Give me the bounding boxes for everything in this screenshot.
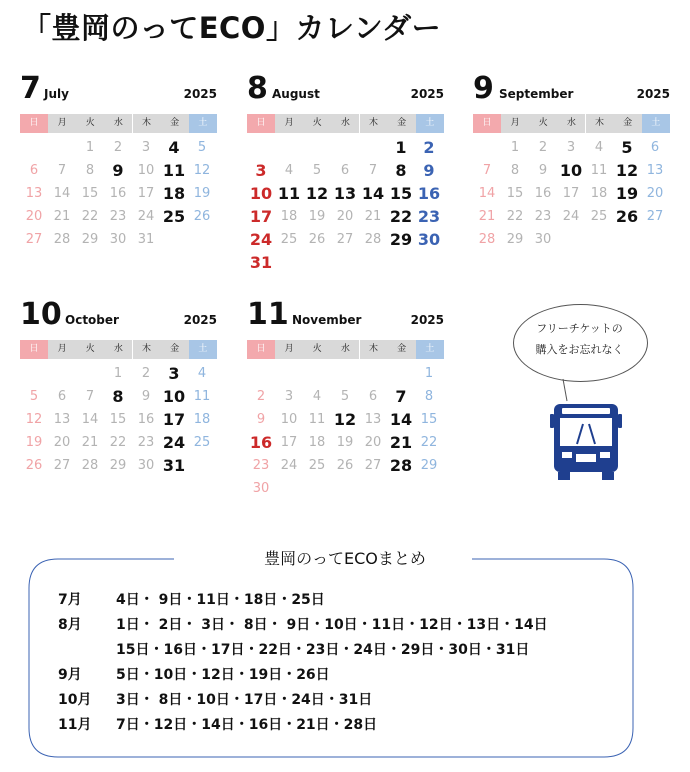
eco-day: 24 [249,230,273,249]
eco-day: 8 [395,161,407,180]
calendar-day: 24 [280,458,298,473]
weekday-label: 金 [161,114,189,133]
calendar-day: 29 [506,232,524,247]
calendar-day: 22 [420,435,438,450]
summary-row [58,613,548,638]
month-number: 11 [247,297,289,332]
calendar-day: 9 [141,389,151,404]
month-name: October [65,313,119,327]
calendar-day: 22 [109,435,127,450]
calendar-day: 17 [137,186,155,201]
calendar-day: 25 [590,209,608,224]
calendar-day: 26 [308,232,326,247]
summary-row [58,713,548,738]
eco-day: 13 [333,184,357,203]
calendar-day: 25 [193,435,211,450]
summary-month: 10月 [58,692,92,708]
summary-dates: 4日・ 9日・11日・18日・25日 [116,592,325,608]
weekday-label: 火 [303,340,331,359]
calendar-day: 10 [280,412,298,427]
calendar-day: 24 [562,209,580,224]
calendar-day: 20 [646,186,664,201]
weekday-label: 水 [331,114,359,133]
eco-day: 12 [333,410,357,429]
calendar-day: 10 [137,163,155,178]
calendar-day: 28 [478,232,496,247]
weekday-label: 火 [529,114,557,133]
calendar-day: 29 [109,458,127,473]
month-number: 9 [473,71,494,106]
weekday-label: 木 [360,114,388,133]
eco-day: 21 [389,433,413,452]
calendar-day: 7 [368,163,378,178]
calendar-day: 27 [53,458,71,473]
eco-day: 15 [389,184,413,203]
calendar-day: 9 [538,163,548,178]
summary-row [58,688,548,713]
summary-month [58,638,116,663]
calendar-day: 27 [25,232,43,247]
calendar-day: 21 [53,209,71,224]
calendar-day: 8 [85,163,95,178]
weekday-label: 木 [586,114,614,133]
summary-month: 7月 [58,592,82,608]
calendar-day: 11 [590,163,608,178]
weekday-label: 水 [331,340,359,359]
calendar-day: 9 [256,412,266,427]
calendar-day: 17 [280,435,298,450]
bubble-line-1: フリーチケットの [536,322,623,335]
weekday-label: 土 [416,114,444,133]
bubble-text [513,318,646,360]
calendar-day: 3 [141,140,151,155]
weekday-label: 金 [388,340,416,359]
calendar-day: 21 [364,209,382,224]
calendar-day: 28 [364,232,382,247]
calendar-day: 18 [590,186,608,201]
calendar-day: 27 [646,209,664,224]
summary-row [58,638,548,663]
eco-day: 11 [162,161,186,180]
summary-month: 8月 [58,617,82,633]
calendar-day: 17 [562,186,580,201]
eco-day: 3 [168,364,180,383]
weekday-label: 木 [133,340,161,359]
calendar-day: 19 [308,209,326,224]
weekday-label: 土 [416,340,444,359]
weekday-label: 水 [557,114,585,133]
weekday-label: 木 [133,114,161,133]
calendar-day: 30 [109,232,127,247]
calendar-day: 19 [193,186,211,201]
eco-day: 12 [615,161,639,180]
summary-month: 11月 [58,717,92,733]
month-name: July [44,87,69,101]
calendar-day: 22 [506,209,524,224]
calendar-day: 13 [25,186,43,201]
weekday-label: 土 [189,114,217,133]
calendar-day: 26 [336,458,354,473]
calendar-day: 5 [197,140,207,155]
calendar-day: 5 [312,163,322,178]
calendar-day: 19 [336,435,354,450]
calendar-day: 4 [312,389,322,404]
weekday-label: 日 [247,114,275,133]
eco-day: 5 [621,138,633,157]
calendar-day: 16 [109,186,127,201]
eco-day: 7 [395,387,407,406]
weekday-label: 水 [104,114,132,133]
eco-day: 14 [361,184,385,203]
year: 2025 [410,313,444,327]
eco-day: 26 [615,207,639,226]
calendar-day: 30 [137,458,155,473]
weekday-label: 月 [275,340,303,359]
calendar-day: 18 [308,435,326,450]
eco-day: 9 [423,161,435,180]
calendar-day: 4 [197,366,207,381]
summary-dates: 5日・10日・12日・19日・26日 [116,667,330,683]
calendar-day: 29 [81,232,99,247]
weekday-label: 日 [20,340,48,359]
calendar-day: 23 [137,435,155,450]
eco-day: 3 [255,161,267,180]
calendar-day: 2 [538,140,548,155]
calendar-day: 29 [420,458,438,473]
calendar-day: 3 [566,140,576,155]
weekday-label: 土 [189,340,217,359]
calendar-day: 2 [256,389,266,404]
calendar-day: 6 [368,389,378,404]
calendar-day: 31 [137,232,155,247]
calendar-day: 7 [85,389,95,404]
calendar-day: 21 [81,435,99,450]
weekday-label: 月 [48,114,76,133]
calendar-day: 14 [81,412,99,427]
year: 2025 [183,87,217,101]
calendar-day: 13 [364,412,382,427]
calendar-day: 15 [506,186,524,201]
calendar-day: 6 [57,389,67,404]
eco-day: 28 [389,456,413,475]
calendar-day: 6 [340,163,350,178]
calendar-day: 11 [193,389,211,404]
eco-day: 31 [162,456,186,475]
eco-day: 16 [417,184,441,203]
weekday-label: 金 [161,340,189,359]
weekday-label: 月 [48,340,76,359]
calendar-day: 12 [25,412,43,427]
calendar-day: 20 [364,435,382,450]
summary-month: 9月 [58,667,82,683]
calendar-day: 15 [420,412,438,427]
eco-day: 17 [162,410,186,429]
calendar-day: 4 [284,163,294,178]
calendar-day: 2 [141,366,151,381]
calendar-day: 18 [193,412,211,427]
calendar-day: 20 [25,209,43,224]
calendar-day: 23 [534,209,552,224]
calendar-day: 27 [336,232,354,247]
eco-day: 19 [615,184,639,203]
weekday-label: 日 [20,114,48,133]
calendar-day: 11 [308,412,326,427]
summary-row [58,663,548,688]
calendar-day: 30 [534,232,552,247]
calendar-day: 22 [81,209,99,224]
eco-day: 30 [417,230,441,249]
month-number: 10 [20,297,62,332]
calendar-day: 25 [280,232,298,247]
summary-dates: 3日・ 8日・10日・17日・24日・31日 [116,692,373,708]
weekday-label: 月 [275,114,303,133]
eco-day: 24 [162,433,186,452]
eco-day: 10 [249,184,273,203]
eco-day: 10 [162,387,186,406]
calendar-day: 24 [137,209,155,224]
eco-day: 14 [389,410,413,429]
eco-day: 23 [417,207,441,226]
calendar-day: 21 [478,209,496,224]
calendar-day: 13 [53,412,71,427]
eco-day: 12 [305,184,329,203]
calendar-day: 8 [510,163,520,178]
calendar-day: 5 [29,389,39,404]
calendar-day: 28 [81,458,99,473]
calendar-day: 7 [482,163,492,178]
eco-day: 1 [395,138,407,157]
weekday-label: 水 [104,340,132,359]
calendar-day: 14 [53,186,71,201]
weekday-label: 金 [388,114,416,133]
eco-day: 17 [249,207,273,226]
weekday-label: 金 [614,114,642,133]
calendar-day: 16 [534,186,552,201]
calendar-day: 26 [193,209,211,224]
weekday-label: 日 [473,114,501,133]
year: 2025 [410,87,444,101]
year: 2025 [636,87,670,101]
eco-day: 9 [112,161,124,180]
summary-dates: 15日・16日・17日・22日・23日・24日・29日・30日・31日 [116,642,530,658]
calendar-day: 1 [85,140,95,155]
calendar-day: 3 [284,389,294,404]
calendar-day: 1 [424,366,434,381]
month-number: 7 [20,71,41,106]
weekday-label: 火 [303,114,331,133]
weekday-label: 木 [360,340,388,359]
calendar-day: 23 [252,458,270,473]
weekday-label: 日 [247,340,275,359]
page-title: 「豊岡のってECO」カレンダー [22,11,442,45]
eco-day: 2 [423,138,435,157]
calendar-day: 30 [252,481,270,496]
calendar-day: 27 [364,458,382,473]
eco-day: 29 [389,230,413,249]
weekday-label: 月 [501,114,529,133]
eco-day: 18 [162,184,186,203]
calendar-day: 7 [57,163,67,178]
calendar-day: 1 [510,140,520,155]
summary-dates: 7日・12日・14日・16日・21日・28日 [116,717,378,733]
calendar-day: 15 [109,412,127,427]
calendar-day: 26 [25,458,43,473]
calendar-day: 20 [53,435,71,450]
summary-row [58,588,548,613]
calendar-day: 5 [340,389,350,404]
summary-dates: 1日・ 2日・ 3日・ 8日・ 9日・10日・11日・12日・13日・14日 [116,617,548,633]
eco-day: 22 [389,207,413,226]
year: 2025 [183,313,217,327]
bus-icon [550,400,622,480]
month-number: 8 [247,71,268,106]
calendar-day: 1 [113,366,123,381]
summary-title: 豊岡のってECOまとめ [264,549,426,568]
calendar-day: 15 [81,186,99,201]
calendar-day: 25 [308,458,326,473]
bubble-line-2: 購入をお忘れなく [535,343,624,356]
calendar-day: 18 [280,209,298,224]
calendar-day: 19 [25,435,43,450]
calendar-day: 20 [336,209,354,224]
calendar-day: 8 [424,389,434,404]
weekday-label: 火 [76,114,104,133]
calendar-day: 6 [29,163,39,178]
calendar-day: 13 [646,163,664,178]
calendar-day: 4 [594,140,604,155]
month-name: August [272,87,320,101]
summary-list [58,588,548,738]
eco-day: 16 [249,433,273,452]
weekday-label: 土 [642,114,670,133]
month-name: November [292,313,362,327]
calendar-day: 28 [53,232,71,247]
eco-day: 31 [249,253,273,272]
eco-day: 10 [559,161,583,180]
calendar-day: 6 [650,140,660,155]
eco-day: 8 [112,387,124,406]
eco-day: 11 [277,184,301,203]
calendar-day: 12 [193,163,211,178]
calendar-day: 23 [109,209,127,224]
eco-day: 4 [168,138,180,157]
eco-day: 25 [162,207,186,226]
calendar-day: 14 [478,186,496,201]
month-name: September [499,87,574,101]
calendar-day: 2 [113,140,123,155]
calendar-day: 16 [137,412,155,427]
weekday-label: 火 [76,340,104,359]
